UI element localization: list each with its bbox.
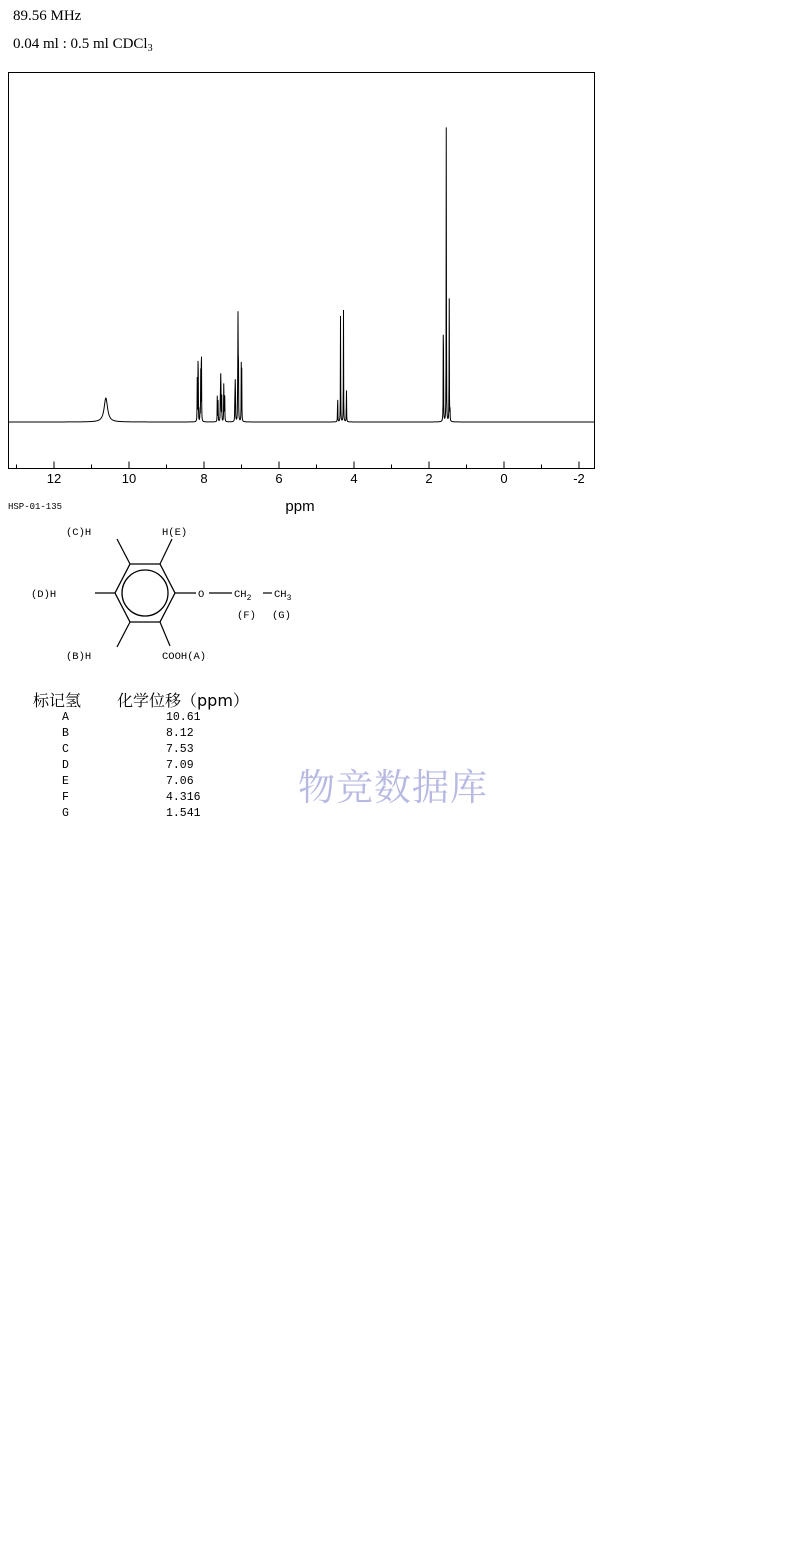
ch3-subscript: 3 <box>286 594 292 603</box>
assignment-shift: 4.316 <box>166 791 201 804</box>
label-hydrogen-b: (B)H <box>66 651 92 663</box>
x-axis-label: ppm <box>285 498 315 515</box>
assignment-label: C <box>62 743 69 756</box>
tick-marks <box>17 462 580 469</box>
ch3-text: CH <box>274 589 287 601</box>
nmr-spectrum-chart <box>0 60 620 520</box>
header-hydrogen: 标记氢 <box>33 691 82 710</box>
label-cooh-a: COOH(A) <box>162 651 207 663</box>
benzene-ring <box>115 564 175 622</box>
ch2-subscript: 2 <box>246 594 252 603</box>
assignment-header <box>33 688 249 711</box>
solvent-subscript: 3 <box>147 43 153 54</box>
x-tick-label: 8 <box>200 471 208 486</box>
label-oxygen: O <box>198 589 205 601</box>
assignment-shift: 7.06 <box>166 775 194 788</box>
x-tick-label: 10 <box>121 471 137 486</box>
ch2-text: CH <box>234 589 247 601</box>
label-ch2 <box>234 589 252 603</box>
label-hydrogen-e: H(E) <box>162 527 188 539</box>
x-tick-label: 4 <box>350 471 358 486</box>
x-tick-label: -2 <box>573 471 585 486</box>
label-hydrogen-c: (C)H <box>66 527 92 539</box>
assignment-label: D <box>62 759 69 772</box>
x-tick-label: 2 <box>425 471 433 486</box>
assignment-label: F <box>62 791 69 804</box>
x-tick-label: 6 <box>275 471 283 486</box>
assignment-label: G <box>62 807 69 820</box>
sample-code: HSP-01-135 <box>8 502 63 512</box>
assignment-shift: 7.09 <box>166 759 194 772</box>
spectrometer-frequency: 89.56 MHz <box>13 8 82 24</box>
assignment-label: E <box>62 775 69 788</box>
tick-labels <box>47 471 585 486</box>
solvent-text: 0.04 ml : 0.5 ml CDCl <box>13 36 148 52</box>
plot-frame <box>9 73 595 469</box>
assignment-label: A <box>62 711 69 724</box>
assignment-shift: 10.61 <box>166 711 201 724</box>
header-shift: 化学位移（ppm） <box>117 691 249 710</box>
molecule-structure <box>20 520 320 670</box>
label-hydrogen-d: (D)H <box>31 589 57 601</box>
assignment-shift: 1.541 <box>166 807 201 820</box>
sample-solvent <box>13 36 153 54</box>
label-f: (F) <box>237 610 256 622</box>
x-tick-label: 12 <box>46 471 62 486</box>
assignment-label: B <box>62 727 69 740</box>
watermark: 物竞数据库 <box>298 766 488 809</box>
spectrum-line <box>9 127 594 422</box>
assignment-shift: 8.12 <box>166 727 194 740</box>
x-tick-label: 0 <box>500 471 508 486</box>
label-g: (G) <box>272 610 291 622</box>
assignment-shift: 7.53 <box>166 743 194 756</box>
label-ch3 <box>274 589 292 603</box>
